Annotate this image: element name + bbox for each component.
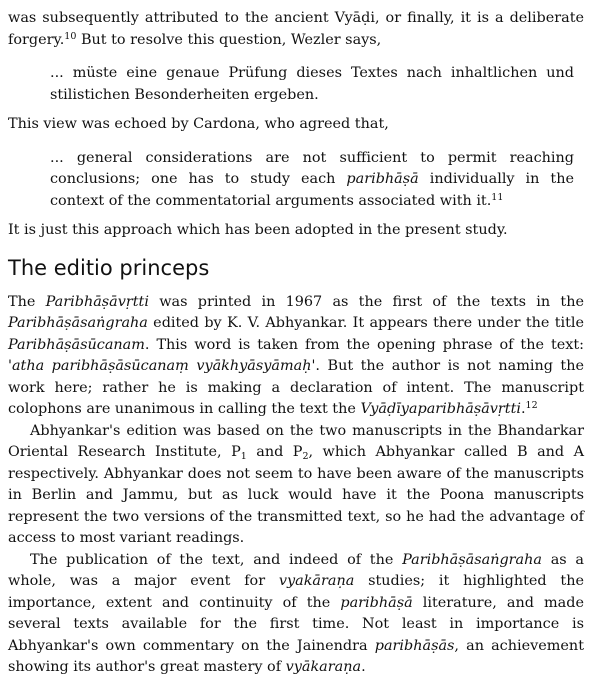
text-run: Abhyankar's edition was based on the two manuscripts in the Bhandarkar Oriental Research Institute, P — [8, 422, 584, 460]
block-quote-wezler: ... müste eine genaue Prüfung dieses Textes nach inhaltlichen und stilistichen Besonderheiten ergeben. — [50, 65, 574, 103]
paragraph-forgery — [8, 8, 584, 51]
paragraph-abhyankar-edition — [8, 421, 584, 550]
italic-term: Paribhāṣāsaṅgraha — [8, 315, 148, 331]
text-run: But to resolve this question, Wezler says, — [76, 31, 382, 48]
paragraph-publication — [8, 550, 584, 679]
subscript: 2 — [302, 451, 309, 462]
paragraph-cardona: This view was echoed by Cardona, who agreed that, — [8, 116, 389, 132]
text-run: '. But the author is not naming the work here; rather he is making a declaration of intent. The manuscript colophons are unanimous in calling the text the — [8, 358, 584, 417]
block-quote-cardona — [50, 148, 574, 213]
text-run: . This word is taken from the opening phrase of the text: ' — [8, 336, 584, 374]
italic-term: paribhāṣā — [340, 594, 413, 611]
footnote-ref-10: 10 — [64, 30, 77, 42]
text-run: was subsequently attributed to the ancient Vyāḍi, or finally, it is a deliberate forgery. — [8, 10, 584, 48]
paragraph-approach: It is just this approach which has been adopted in the present study. — [8, 222, 508, 238]
text-run: . — [361, 659, 366, 675]
italic-term: paribhāṣās — [374, 637, 455, 654]
text-run: literature, and made several texts available for the first time. Not least in importance is Abhyankar's own commentary on the Jainendra — [8, 594, 584, 654]
text-run: , which Abhyankar called B and A respectively. Abhyankar does not seem to have been aware of the manuscripts in Berlin and Jammu, but as luck would have it the Poona manuscripts represent the two versions of the transmitted text, so he had the advantage of access to most variant readings. — [8, 444, 584, 546]
text-run: studies; it highlighted the importance, extent and continuity of the — [8, 573, 584, 611]
italic-term: atha paribhāṣāsūcanaṃ vyākhyāsyāmaḥ — [11, 358, 312, 374]
text-run: was printed in 1967 as the first of the texts in the — [148, 293, 584, 310]
text-run: . — [520, 401, 526, 417]
text-run: , an achievement showing its author's great mastery of — [8, 637, 584, 675]
paragraph-printed-1967 — [8, 292, 584, 421]
text-run: ... general considerations are not sufficient to permit reaching conclusions; one has to study each — [50, 149, 574, 187]
italic-term: Paribhāṣāsaṅgraha — [402, 551, 542, 568]
footnote-ref-11: 11 — [491, 191, 504, 203]
footnote-ref-12: 12 — [525, 400, 538, 411]
text-run: and P — [246, 444, 303, 460]
italic-term: paribhāṣā — [346, 171, 419, 187]
italic-term: vyākaraṇa — [285, 659, 362, 675]
text-run: as a whole, was a major event for — [8, 551, 584, 589]
italic-term: Vyāḍīyaparibhāṣāvṛtti — [360, 401, 521, 417]
text-run: edited by K. V. Abhyankar. It appears there under the title — [147, 315, 584, 331]
text-run: The publication of the text, and indeed of the — [30, 551, 403, 568]
italic-term: Paribhāṣāsūcanam — [8, 336, 145, 353]
text-run: individually in the context of the commentatorial arguments associated with it. — [50, 171, 574, 209]
subscript: 1 — [240, 451, 247, 462]
italic-term: vyakāraṇa — [278, 573, 355, 589]
text-run: The — [8, 293, 46, 310]
italic-term: Paribhāṣāvṛtti — [45, 293, 149, 310]
section-heading: The editio princeps — [8, 255, 210, 280]
